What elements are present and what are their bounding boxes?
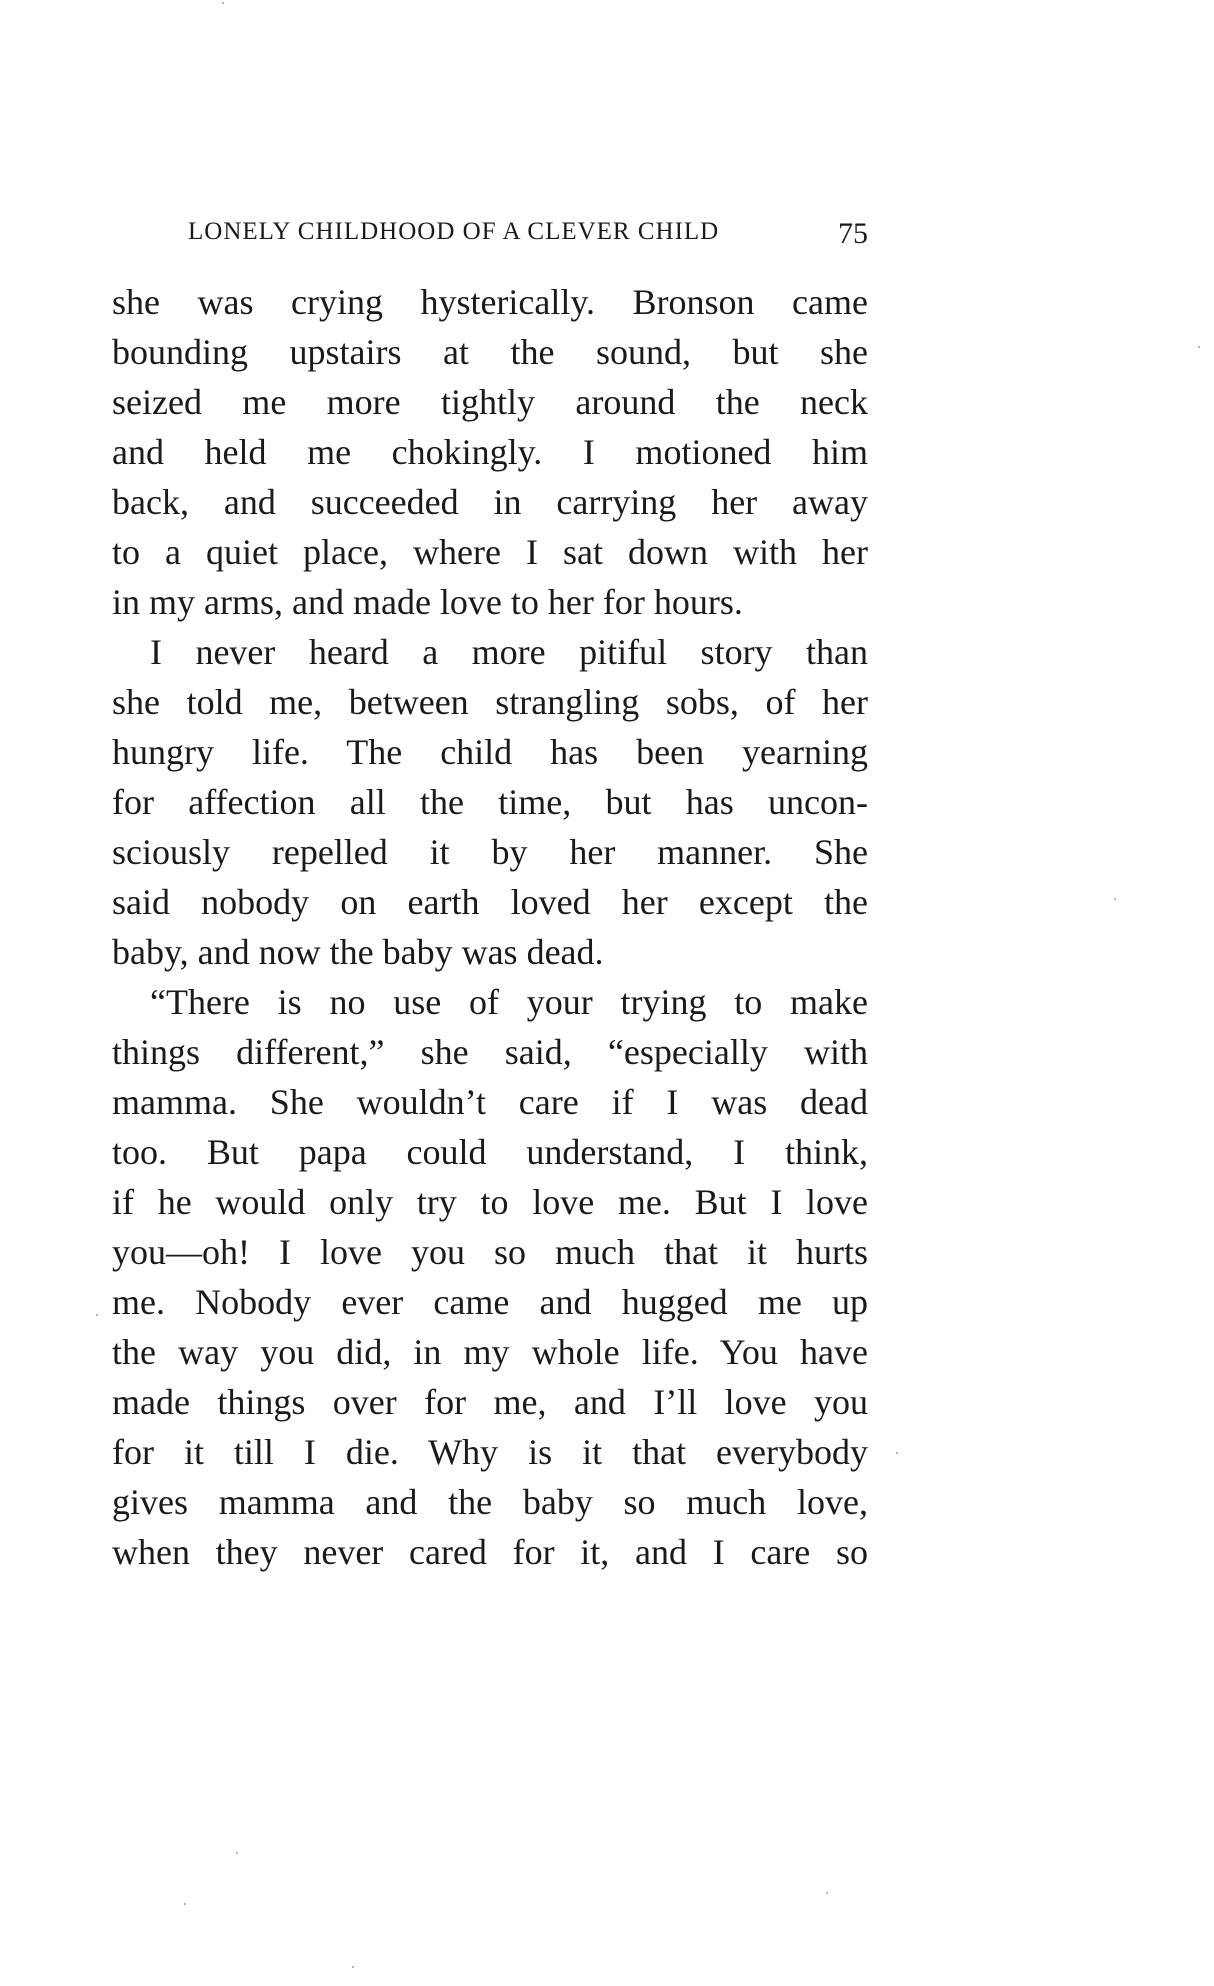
text-line: if he would only try to love me. But I love: [112, 1182, 868, 1222]
text-line: you—oh! I love you so much that it hurts: [112, 1232, 868, 1272]
text-line: the way you did, in my whole life. You have: [112, 1332, 868, 1372]
scan-speck: [826, 1892, 828, 1894]
chapter-title: LONELY CHILDHOOD OF A CLEVER CHILD: [188, 218, 720, 245]
text-line: sciously repelled it by her manner. She: [112, 832, 868, 872]
text-line: when they never cared for it, and I care so: [112, 1532, 868, 1572]
scan-speck: [96, 1314, 98, 1316]
text-line: mamma. She wouldn’t care if I was dead: [112, 1082, 868, 1122]
text-line: she told me, between strangling sobs, of her: [112, 682, 868, 722]
text-line: things different,” she said, “especially with: [112, 1032, 868, 1072]
text-line: made things over for me, and I’ll love you: [112, 1382, 868, 1422]
scan-speck: [896, 1452, 898, 1454]
text-line: for it till I die. Why is it that everybody: [112, 1432, 868, 1472]
scan-speck: [352, 1966, 354, 1968]
text-line: in my arms, and made love to her for hours.: [112, 582, 743, 622]
text-line: to a quiet place, where I sat down with her: [112, 532, 868, 572]
page-number: 75: [838, 217, 868, 250]
body-text: [112, 277, 868, 1577]
scan-speck: [1114, 898, 1116, 900]
scan-speck: [184, 1903, 186, 1905]
text-line: bounding upstairs at the sound, but she: [112, 332, 868, 372]
scan-speck: [1198, 346, 1200, 348]
text-line: gives mamma and the baby so much love,: [112, 1482, 868, 1522]
text-line: seized me more tightly around the neck: [112, 382, 868, 422]
scan-speck: [236, 1852, 238, 1854]
text-line: and held me chokingly. I motioned him: [112, 432, 868, 472]
running-header: [188, 212, 868, 252]
paragraph-first-line: “There is no use of your trying to make: [150, 982, 868, 1022]
text-line: said nobody on earth loved her except the: [112, 882, 868, 922]
text-line: me. Nobody ever came and hugged me up: [112, 1282, 868, 1322]
text-line: too. But papa could understand, I think,: [112, 1132, 868, 1172]
text-line: back, and succeeded in carrying her away: [112, 482, 868, 522]
scan-speck: [222, 2, 224, 4]
paragraph-first-line: I never heard a more pitiful story than: [150, 632, 868, 672]
text-line: for affection all the time, but has uncon-: [112, 782, 868, 822]
text-line: she was crying hysterically. Bronson came: [112, 282, 868, 322]
text-line: baby, and now the baby was dead.: [112, 932, 604, 972]
text-line: hungry life. The child has been yearning: [112, 732, 868, 772]
